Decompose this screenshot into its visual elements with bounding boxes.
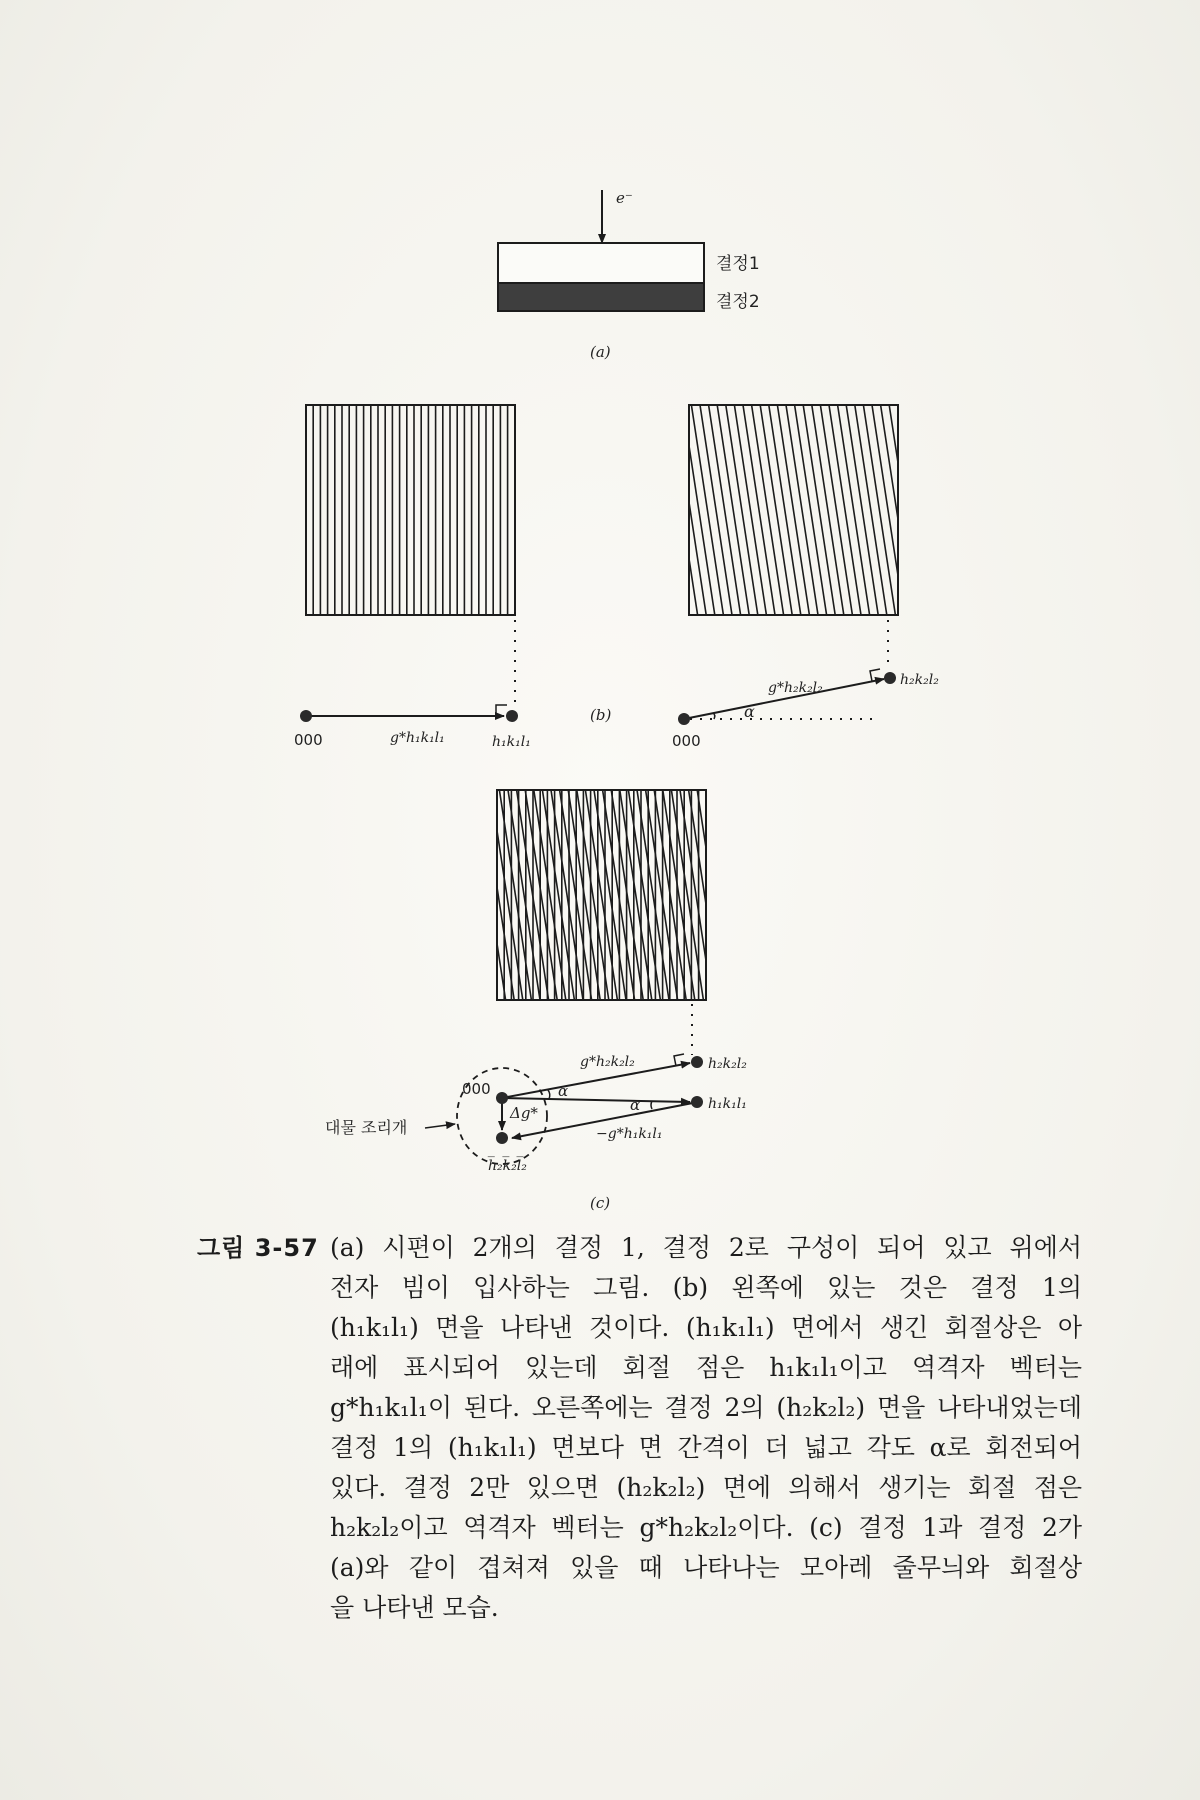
angle-label-right: α xyxy=(744,702,755,721)
lattice-plane-line xyxy=(603,790,635,1000)
right-angle-mark-left xyxy=(496,705,507,716)
lattice-plane-line xyxy=(726,405,758,615)
caption-line: h₂k₂l₂이고 역격자 벡터는 g*h₂k₂l₂이다. (c) 결정 1과 결정 2가 xyxy=(330,1513,1082,1542)
lattice-plane-line xyxy=(648,405,680,615)
crystal-2-lattice-planes xyxy=(648,405,964,615)
lattice-plane-line xyxy=(714,790,746,1000)
lattice-plane-line xyxy=(700,405,732,615)
panel-a-caption: (a) xyxy=(590,343,611,361)
origin-label-right: 000 xyxy=(672,732,701,750)
lattice-plane-line xyxy=(855,405,887,615)
moire-spot xyxy=(496,1132,508,1144)
aperture-pointer-arrow xyxy=(425,1124,455,1128)
lattice-plane-line xyxy=(551,790,583,1000)
lattice-plane-line xyxy=(482,790,514,1000)
lattice-plane-line xyxy=(769,405,801,615)
lattice-plane-line xyxy=(932,405,964,615)
lattice-plane-line xyxy=(924,405,956,615)
lattice-plane-line xyxy=(812,405,844,615)
caption-line: 결정 1의 (h₁k₁l₁) 면보다 면 간격이 더 넓고 각도 α로 회전되어 xyxy=(330,1433,1082,1462)
lattice-plane-line xyxy=(657,405,689,615)
caption-line: 있다. 결정 2만 있으면 (h₂k₂l₂) 면에 의해서 생기는 회절 점은 xyxy=(330,1473,1082,1502)
crystal-2-layer xyxy=(498,283,704,311)
lattice-plane-line xyxy=(577,790,609,1000)
panel-b-right xyxy=(648,405,964,750)
moire-spot-label: h̅₂k̅₂l̅₂ xyxy=(488,1158,527,1174)
lattice-plane-line xyxy=(829,405,861,615)
crystal-1-lattice-frame xyxy=(306,405,515,615)
spot-h2k2l2-c xyxy=(691,1056,703,1068)
lattice-plane-line xyxy=(525,790,557,1000)
lattice-plane-line xyxy=(594,790,626,1000)
lattice-plane-line xyxy=(734,405,766,615)
lattice-plane-line xyxy=(889,405,921,615)
origin-spot-left xyxy=(300,710,312,722)
lattice-plane-line xyxy=(666,405,698,615)
lattice-plane-line xyxy=(740,790,772,1000)
lattice-plane-line xyxy=(838,405,870,615)
crystal-1-label: 결정1 xyxy=(716,254,760,274)
panel-b-caption: (b) xyxy=(590,706,612,724)
caption-line: 전자 빔이 입사하는 그림. (b) 왼쪽에 있는 것은 결정 1의 xyxy=(330,1273,1082,1302)
lattice-plane-line xyxy=(508,790,540,1000)
lattice-plane-line xyxy=(786,405,818,615)
origin-spot-right xyxy=(678,713,690,725)
lattice-plane-line xyxy=(915,405,947,615)
lattice-plane-line xyxy=(620,790,652,1000)
caption-line: (h₁k₁l₁) 면을 나타낸 것이다. (h₁k₁l₁) 면에서 생긴 회절상은 아 xyxy=(330,1313,1082,1342)
vector-g2-label-right: g*h₂k₂l₂ xyxy=(768,680,823,696)
lattice-plane-line xyxy=(906,405,938,615)
lattice-plane-line xyxy=(706,790,738,1000)
lattice-plane-line xyxy=(456,790,488,1000)
caption-figure-number: 그림 3-57 xyxy=(197,1234,319,1262)
crystal-1-layer xyxy=(498,243,704,283)
vector-g2-label-c: g*h₂k₂l₂ xyxy=(580,1054,635,1070)
lattice-plane-line xyxy=(465,790,497,1000)
caption-line: (a) 시편이 2개의 결정 1, 결정 2로 구성이 되어 있고 위에서 xyxy=(330,1233,1082,1262)
lattice-plane-line xyxy=(863,405,895,615)
lattice-plane-line xyxy=(674,405,706,615)
lattice-plane-line xyxy=(795,405,827,615)
origin-spot-c xyxy=(496,1092,508,1104)
panel-b-left xyxy=(294,405,531,750)
lattice-plane-line xyxy=(743,405,775,615)
vector-g1-label-left: g*h₁k₁l₁ xyxy=(390,730,445,746)
spot-label-h1k1l1-left: h₁k₁l₁ xyxy=(492,734,531,750)
lattice-plane-line xyxy=(474,790,506,1000)
angle-arc-c-2 xyxy=(651,1101,652,1109)
caption-line: g*h₁k₁l₁이 된다. 오른쪽에는 결정 2의 (h₂k₂l₂) 면을 나타내었는데 xyxy=(330,1393,1082,1422)
aperture-label: 대물 조리개 xyxy=(325,1118,408,1137)
panel-c xyxy=(325,790,772,1212)
diffraction-spot-h2k2l2-right xyxy=(884,672,896,684)
angle-label-c-1: α xyxy=(558,1082,569,1100)
caption-line: 래에 표시되어 있는데 회절 점은 h₁k₁l₁이고 역격자 벡터는 xyxy=(330,1353,1082,1382)
crystal-1-lattice-planes xyxy=(299,405,522,615)
lattice-plane-line xyxy=(683,405,715,615)
panel-c-caption: (c) xyxy=(590,1194,611,1212)
lattice-plane-line xyxy=(691,405,723,615)
lattice-plane-line xyxy=(820,405,852,615)
panel-a xyxy=(498,189,760,361)
angle-arc-c-1 xyxy=(548,1090,550,1099)
origin-label-left: 000 xyxy=(294,731,323,749)
electron-label: e⁻ xyxy=(616,189,633,207)
spot-label-h2k2l2-c: h₂k₂l₂ xyxy=(708,1056,747,1072)
lattice-plane-line xyxy=(898,405,930,615)
lattice-plane-line xyxy=(777,405,809,615)
lattice-plane-line xyxy=(803,405,835,615)
spot-label-h1k1l1-c: h₁k₁l₁ xyxy=(708,1096,747,1112)
caption-body xyxy=(330,1228,1082,1628)
lattice-plane-line xyxy=(872,405,904,615)
lattice-plane-line xyxy=(846,405,878,615)
lattice-plane-line xyxy=(752,405,784,615)
caption-line: (a)와 같이 겹쳐져 있을 때 나타나는 모아레 줄무늬와 회절상 xyxy=(330,1553,1082,1582)
vector-neg-g1-label-c: −g*h₁k₁l₁ xyxy=(596,1126,663,1142)
crystal-2-label: 결정2 xyxy=(716,292,760,312)
lattice-plane-line xyxy=(697,790,729,1000)
lattice-plane-line xyxy=(646,790,678,1000)
lattice-plane-line xyxy=(760,405,792,615)
lattice-plane-line xyxy=(689,790,721,1000)
lattice-plane-line xyxy=(709,405,741,615)
angle-label-c-2: α xyxy=(630,1096,641,1114)
diffraction-spot-h1k1l1-left xyxy=(506,710,518,722)
lattice-plane-line xyxy=(732,790,764,1000)
lattice-plane-line xyxy=(717,405,749,615)
caption-line: 을 나타낸 모습. xyxy=(330,1593,499,1622)
origin-label-c: 000 xyxy=(462,1080,491,1098)
spot-h1k1l1-c xyxy=(691,1096,703,1108)
lattice-plane-line xyxy=(663,790,695,1000)
lattice-plane-line xyxy=(881,405,913,615)
delta-g-label: Δg* xyxy=(510,1104,538,1122)
vector-g1-arrow-c xyxy=(502,1098,690,1102)
angle-arc-right xyxy=(713,713,715,719)
lattice-plane-line xyxy=(723,790,755,1000)
spot-label-h2k2l2-right: h₂k₂l₂ xyxy=(900,672,939,688)
